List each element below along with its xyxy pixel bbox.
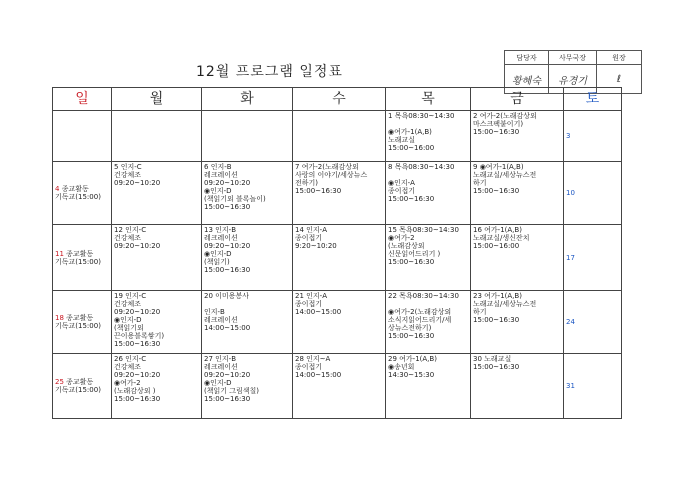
- week-row: [53, 111, 622, 162]
- day-number: 21: [295, 292, 304, 300]
- day-schedule-text: 종교활동 기독교(15:00): [55, 378, 101, 394]
- day-schedule-text: 여가-1(A,B) 노래교실/생신잔치 15:00~16:00: [473, 226, 530, 250]
- day-number: 1: [388, 112, 393, 120]
- day-number: 18: [55, 314, 64, 322]
- day-cell: [564, 354, 622, 419]
- day-schedule-text: 인지-C 건강체조 09:20~10:20: [114, 226, 161, 250]
- week-row: [53, 291, 622, 354]
- weekday-header-row: [53, 88, 622, 111]
- day-cell: [564, 291, 622, 354]
- day-schedule-text: 인지-B 레크레이션 09:20~10:20 ◉인지-D (책읽기 그림색칠) 15:00~16:30: [204, 355, 260, 403]
- day-cell: [53, 111, 112, 162]
- day-number: 14: [295, 226, 304, 234]
- day-number: 7: [295, 163, 300, 171]
- approval-signature-secretary: 유경기: [549, 65, 597, 94]
- day-cell: [293, 225, 386, 291]
- weekday-sat: 토: [564, 88, 622, 111]
- day-number: 11: [55, 249, 64, 258]
- day-cell: [112, 225, 202, 291]
- weekday-fri: 금: [471, 88, 564, 111]
- day-number: 20: [204, 292, 213, 300]
- day-cell: [564, 162, 622, 225]
- day-cell: [471, 225, 564, 291]
- day-cell: [471, 291, 564, 354]
- day-cell: [53, 162, 112, 225]
- day-cell: [386, 354, 471, 419]
- day-cell: [564, 111, 622, 162]
- day-schedule-text: 인지-C 건강체조 09:20~10:20: [114, 163, 161, 187]
- day-number: 28: [295, 355, 304, 363]
- approval-header-manager: 담당자: [505, 51, 549, 65]
- day-schedule-text: 인지-B 레크레이션 09:20~10:20 ◉인지-D (책읽기) 15:00~16:30: [204, 226, 251, 274]
- day-number: 9: [473, 163, 478, 171]
- day-number: 31: [566, 382, 575, 390]
- week-row: [53, 225, 622, 291]
- day-number: 10: [566, 189, 575, 197]
- page-title: 12월 프로그램 일정표: [196, 64, 343, 80]
- week-row: [53, 354, 622, 419]
- week-row: [53, 162, 622, 225]
- day-cell: [53, 291, 112, 354]
- day-number: 30: [473, 355, 482, 363]
- day-schedule-text: 여가-2(노래감상외 마스크팩붙이기) 15:00~16:30: [473, 112, 537, 136]
- day-cell: [112, 291, 202, 354]
- day-number: 4: [55, 185, 60, 193]
- approval-header-director: 원장: [597, 51, 642, 65]
- day-number: 16: [473, 226, 482, 234]
- day-schedule-text: 인지-A 종이접기 14:00~15:00: [295, 292, 342, 316]
- day-number: 6: [204, 163, 209, 171]
- day-cell: [202, 354, 293, 419]
- day-schedule-text: 노래교실 15:00~16:30: [473, 355, 520, 371]
- day-schedule-text: 여가-1(A,B) 노래교실/세상뉴스전 하기 15:00~16:30: [473, 292, 537, 324]
- day-cell: [386, 291, 471, 354]
- day-cell: [202, 291, 293, 354]
- day-cell: [564, 225, 622, 291]
- day-number: 12: [114, 226, 123, 234]
- day-cell: [293, 291, 386, 354]
- day-schedule-text: 종교활동 기독교(15:00): [55, 185, 101, 201]
- day-cell: [202, 225, 293, 291]
- day-number: 22: [388, 292, 397, 300]
- weekday-tue: 화: [202, 88, 293, 111]
- day-cell: [386, 111, 471, 162]
- day-number: 19: [114, 292, 123, 300]
- day-number: 26: [114, 355, 123, 363]
- weekday-thu: 목: [386, 88, 471, 111]
- day-schedule-text: 종교활동 기독교(15:00): [55, 249, 101, 266]
- day-schedule-text: 인지-A 종이접기 9:20~10:20: [295, 226, 337, 250]
- schedule-calendar: [52, 87, 622, 419]
- weekday-wed: 수: [293, 88, 386, 111]
- day-schedule-text: 목욕08:30~14:30 ◉여가-2(노래감상외 소식지읽어드리기/세 상뉴스전하기) 15:00~16:30: [388, 292, 459, 340]
- day-number: 2: [473, 112, 478, 120]
- day-cell: [293, 111, 386, 162]
- day-cell: [112, 354, 202, 419]
- day-number: 13: [204, 226, 213, 234]
- day-schedule-text: 여가-2(노래감상외 사랑의 이야기/세상뉴스 전하기) 15:00~16:30: [295, 163, 368, 195]
- day-cell: [471, 162, 564, 225]
- day-cell: [471, 354, 564, 419]
- day-number: 23: [473, 292, 482, 300]
- day-schedule-text: 인지-C 건강체조 09:20~10:20 ◉인지-D (책읽기외 끈이용블록쌓기) 15:00~16:30: [114, 292, 165, 348]
- day-schedule-text: 인지-C 건강체조 09:20~10:20 ◉여가-2 (노래감상외 ) 15:00~16:30: [114, 355, 161, 403]
- day-schedule-text: 인지-B 레크레이션 09:20~10:20 ◉인지-D (책읽기외 블록놀이) 15:00~16:30: [204, 163, 266, 211]
- day-schedule-text: 인지~A 종이접기 14:00~15:00: [295, 355, 342, 379]
- day-cell: [53, 354, 112, 419]
- day-cell: [293, 162, 386, 225]
- day-schedule-text: 목욕08:30~14:30 ◉인지-A 종이접기 15:00~16:30: [388, 163, 455, 203]
- weekday-mon: 월: [112, 88, 202, 111]
- day-number: 29: [388, 355, 397, 363]
- day-number: 5: [114, 163, 119, 171]
- day-number: 3: [566, 132, 571, 140]
- day-number: 15: [388, 226, 397, 234]
- day-schedule-text: 목욕08:30~14:30 ◉여가-2 (노래감상외 신문읽어드리기 ) 15:00~16:30: [388, 226, 459, 266]
- day-number: 8: [388, 163, 393, 171]
- day-cell: [202, 162, 293, 225]
- approval-signature-manager: 황혜숙: [505, 65, 549, 94]
- day-cell: [293, 354, 386, 419]
- day-schedule-text: 목욕08:30~14:30 ◉여가-1(A,B) 노래교실 15:00~16:00: [388, 112, 455, 152]
- day-cell: [112, 111, 202, 162]
- day-schedule-text: 종교활동 기독교(15:00): [55, 314, 101, 330]
- day-schedule-text: 이미용봉사 인지-B 레크레이션 14:00~15:00: [204, 292, 251, 332]
- day-cell: [53, 225, 112, 291]
- day-number: 24: [566, 318, 575, 326]
- day-schedule-text: ◉여가-1(A,B) 노래교실/세상뉴스전 하기 15:00~16:30: [473, 163, 537, 195]
- day-cell: [112, 162, 202, 225]
- day-cell: [471, 111, 564, 162]
- day-cell: [386, 162, 471, 225]
- approval-header-secretary: 사무국장: [549, 51, 597, 65]
- day-number: 27: [204, 355, 213, 363]
- day-schedule-text: 여가-1(A,B) ◉송년회 14:30~15:30: [388, 355, 437, 379]
- day-number: 17: [566, 253, 575, 262]
- day-number: 25: [55, 378, 64, 386]
- weekday-sun: 일: [53, 88, 112, 111]
- day-cell: [386, 225, 471, 291]
- day-cell: [202, 111, 293, 162]
- approval-signature-director: ℓ: [597, 65, 642, 94]
